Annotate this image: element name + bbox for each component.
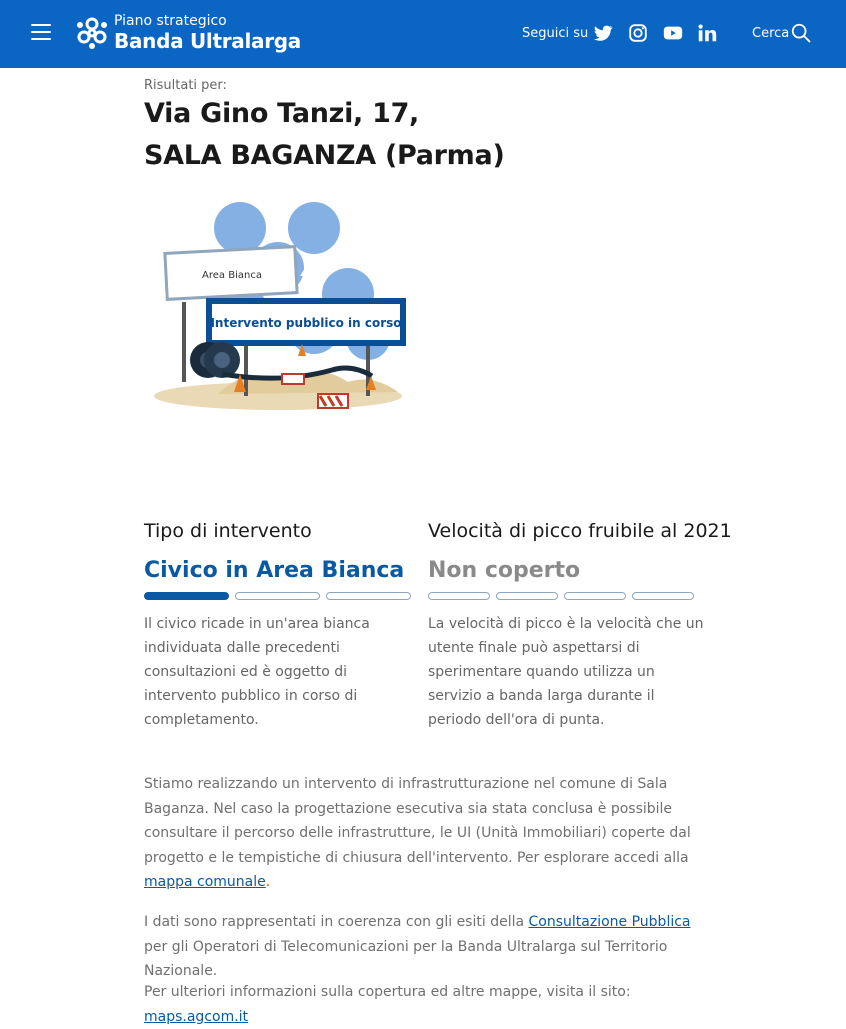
twitter-icon[interactable] (592, 22, 614, 44)
site-logo[interactable] (74, 14, 301, 51)
velocita-level-bars (428, 592, 694, 600)
instagram-icon[interactable] (627, 22, 649, 44)
velocita-value: Non coperto (428, 558, 581, 583)
intervento-level-bar (235, 592, 320, 600)
youtube-icon[interactable] (662, 22, 684, 44)
logo-mark-icon (74, 15, 110, 51)
search-icon[interactable] (790, 22, 812, 44)
velocita-heading: Velocità di picco fruibile al 2021 (428, 520, 732, 542)
info-paragraph-3 (144, 980, 714, 1029)
velocita-description: La velocità di picco è la velocità che un utente finale può aspettarsi di sperimentare quando utilizza un servizio a banda larga durante il periodo dell'ora di punta. (428, 616, 704, 728)
mappa-comunale-link[interactable]: mappa comunale (144, 874, 266, 890)
sign-main-text: Intervento pubblico in corso (210, 316, 402, 330)
address-line-1: Via Gino Tanzi, 17, (144, 98, 420, 129)
intervento-heading: Tipo di intervento (144, 520, 312, 542)
sign-top-text: Area Bianca (202, 270, 262, 281)
address-line-2: SALA BAGANZA (Parma) (144, 140, 505, 171)
results-label: Risultati per: (144, 78, 227, 93)
paragraph-2-text: I dati sono rappresentati in coerenza con gli esiti della (144, 914, 529, 930)
intervento-description: Il civico ricade in un'area bianca individuata dalle precedenti consultazioni ed è oggetto di intervento pubblico in corso di completamento. (144, 616, 370, 728)
intervento-level-bars (144, 592, 411, 600)
info-paragraph-2 (144, 910, 714, 984)
agcom-maps-link[interactable]: maps.agcom.it (144, 1008, 249, 1025)
logo-subtitle: Piano strategico (114, 13, 227, 29)
linkedin-icon[interactable] (696, 22, 718, 44)
search-label[interactable]: Cerca (752, 26, 790, 41)
intervento-level-bar (326, 592, 411, 600)
velocita-level-bar (428, 592, 490, 600)
paragraph-1-end: . (265, 874, 271, 890)
paragraph-1-text: Stiamo realizzando un intervento di infrastrutturazione nel comune di Sala Baganza. Nel caso la progettazione esecutiva sia stata conclusa è possibile consultare il percorso delle infrastrutture, le UI (Unità Immobiliari) coperte dal progetto e le tempistiche di chiusura dell'intervento. Per esplorare accedi alla (144, 776, 691, 866)
follow-label: Seguici su (522, 26, 589, 41)
paragraph-3-text: Per ulteriori informazioni sulla copertura ed altre mappe, visita il sito: (144, 984, 631, 1000)
info-paragraph-1 (144, 772, 714, 895)
intervento-level-bar (144, 592, 229, 600)
top-header (0, 0, 846, 68)
velocita-level-bar (496, 592, 558, 600)
logo-title: Banda Ultralarga (114, 29, 301, 53)
menu-icon[interactable] (31, 24, 51, 40)
consultazione-pubblica-link[interactable]: Consultazione Pubblica (528, 914, 691, 930)
intervento-value: Civico in Area Bianca (144, 558, 405, 583)
paragraph-2-end: per gli Operatori di Telecomunicazioni per la Banda Ultralarga sul Territorio Nazionale. (144, 938, 668, 979)
velocita-level-bar (564, 592, 626, 600)
velocita-level-bar (632, 592, 694, 600)
construction-illustration (148, 198, 412, 430)
